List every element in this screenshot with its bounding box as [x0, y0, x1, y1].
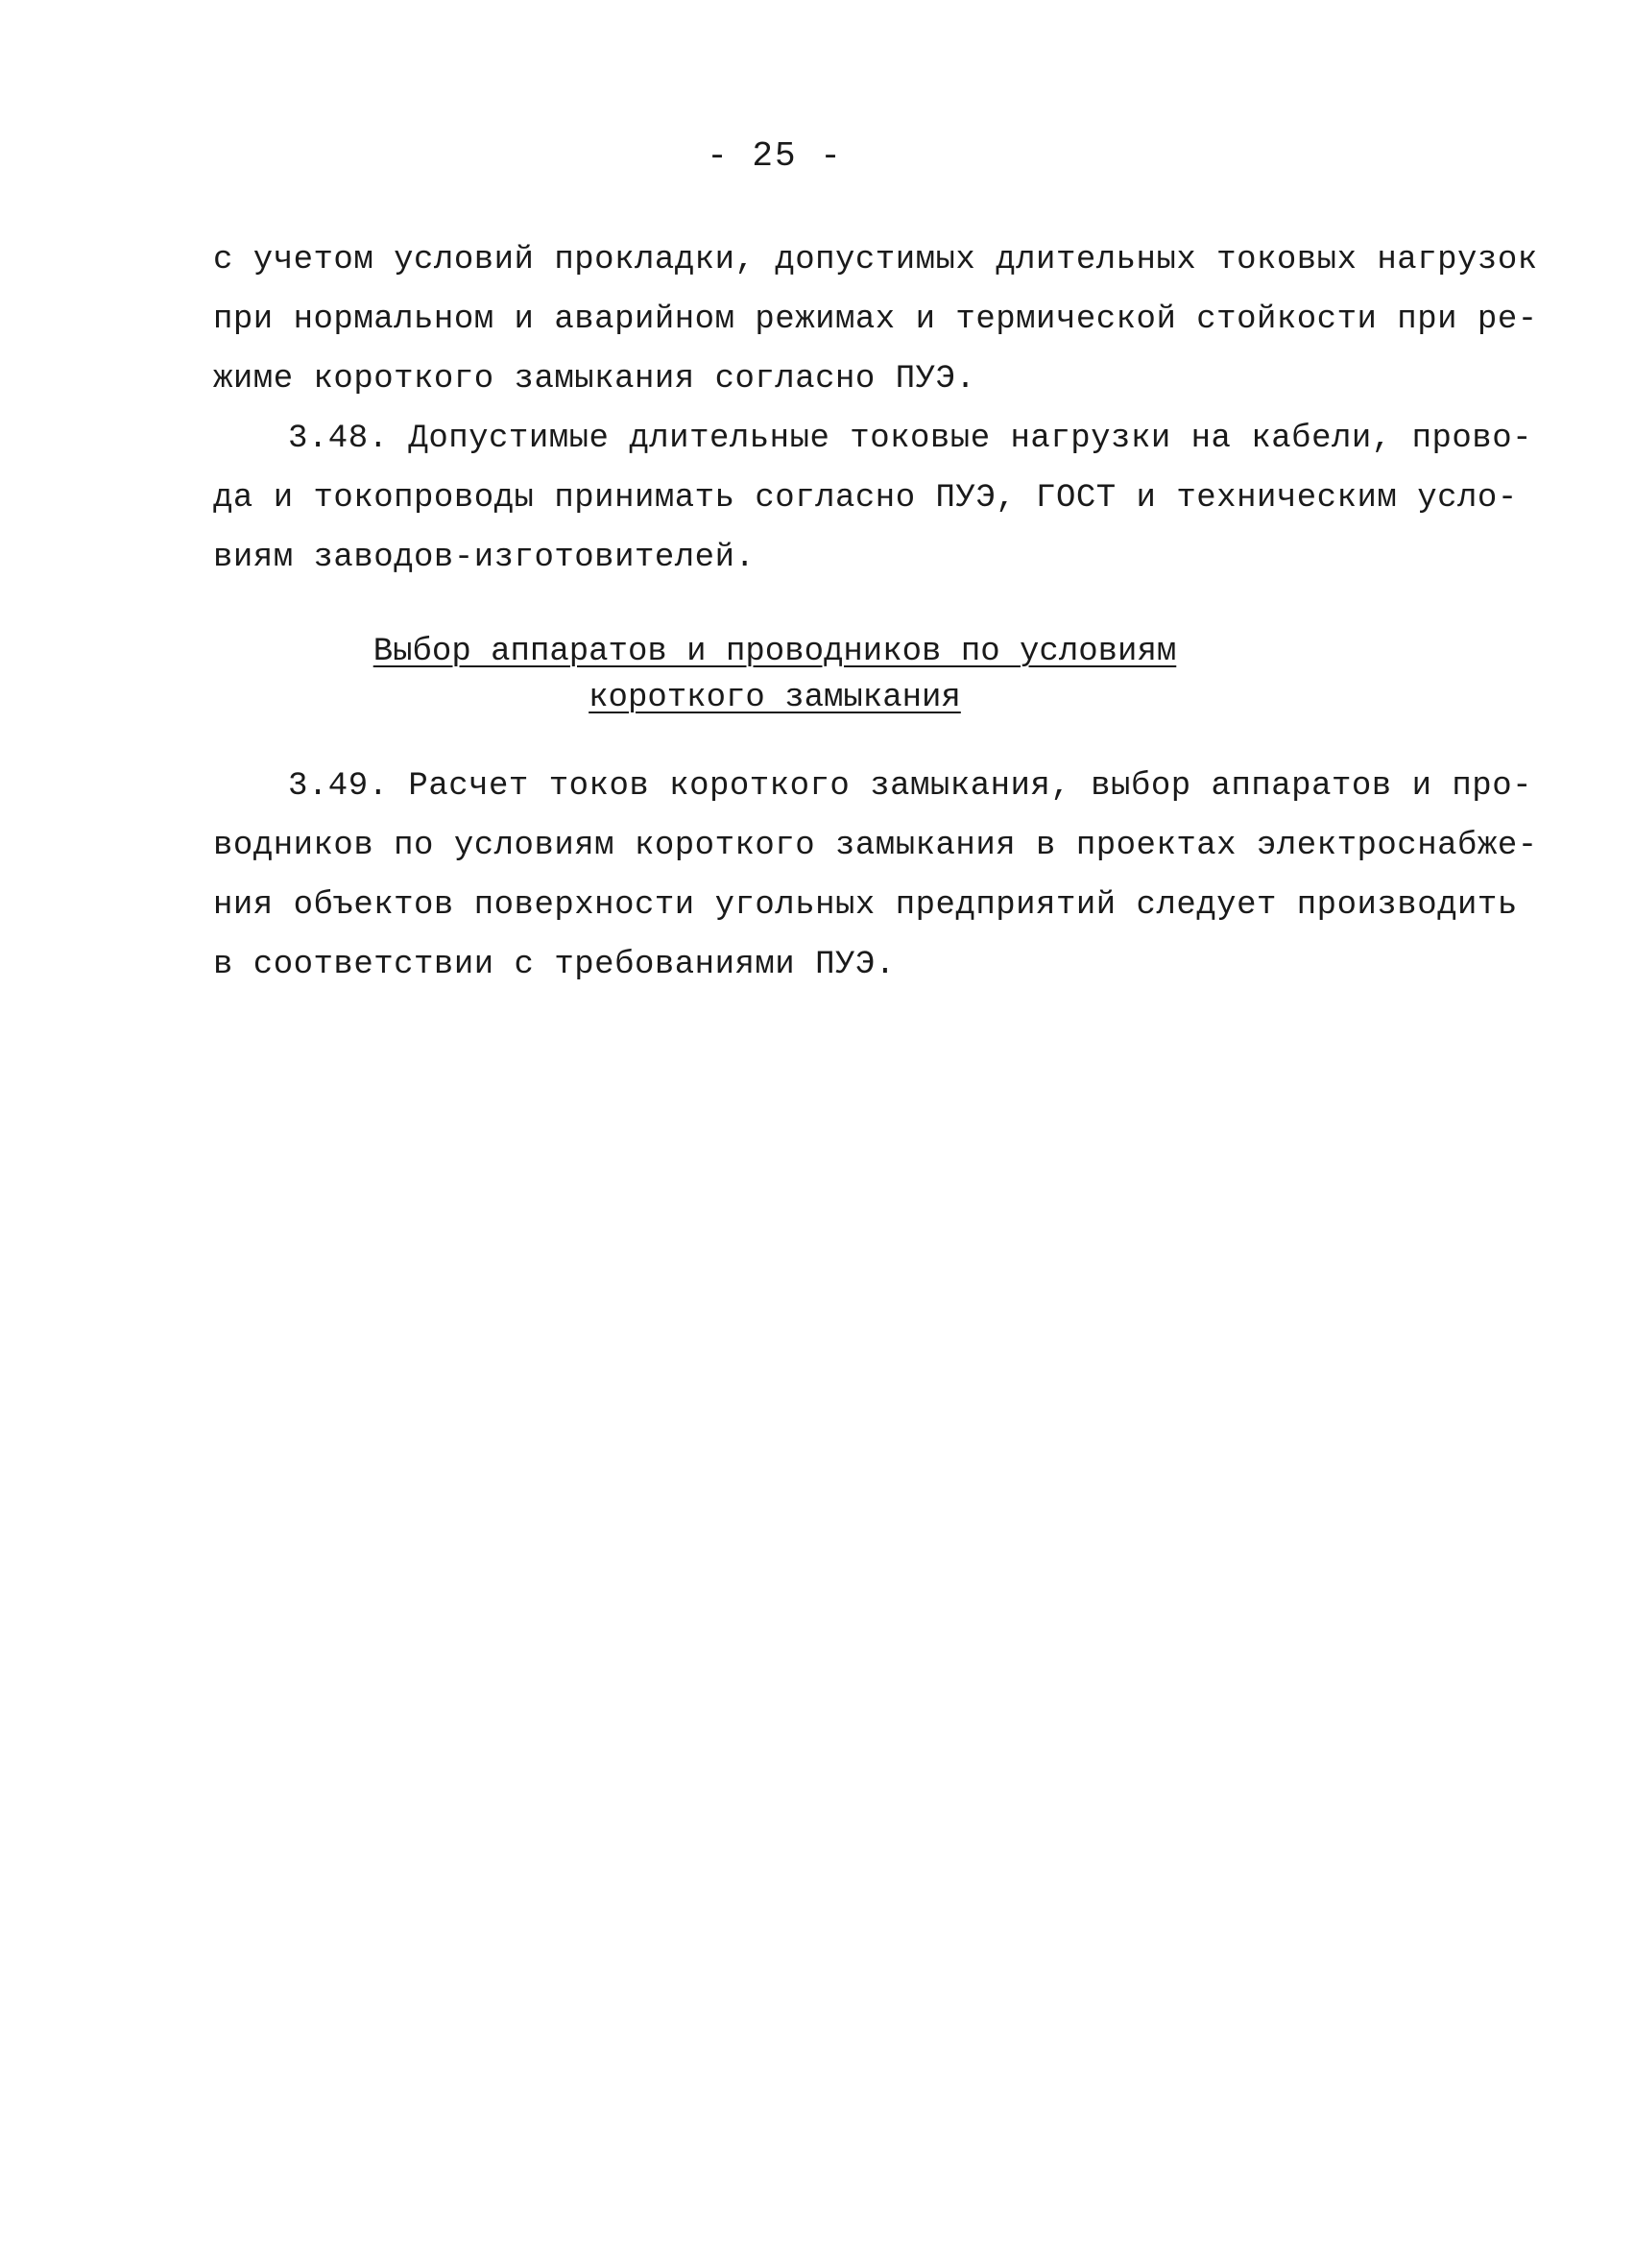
page-number: - 25 - [707, 136, 843, 176]
paragraph-1-line-3: жиме короткого замыкания согласно ПУЭ. [213, 361, 976, 398]
paragraph-3-line-4: в соответствии с требованиями ПУЭ. [213, 947, 896, 983]
paragraph-2-line-2: да и токопроводы принимать согласно ПУЭ, ГОСТ и техническим усло- [213, 480, 1518, 517]
paragraph-3-line-3: ния объектов поверхности угольных предприятий следует производить [213, 887, 1518, 924]
paragraph-2-line-1: 3.48. Допустимые длительные токовые нагрузки на кабели, прово- [288, 421, 1533, 457]
paragraph-1-line-2: при нормальном и аварийном режимах и термической стойкости при ре- [213, 302, 1538, 338]
paragraph-2-line-3: виям заводов-изготовителей. [213, 540, 756, 576]
section-heading-line-1: Выбор аппаратов и проводников по условиям [372, 634, 1177, 670]
section-heading-line-2: короткого замыкания [589, 680, 961, 716]
paragraph-3-line-1: 3.49. Расчет токов короткого замыкания, выбор аппаратов и про- [288, 768, 1533, 805]
paragraph-3-line-2: водников по условиям короткого замыкания в проектах электроснабже- [213, 828, 1538, 864]
paragraph-1-line-1: с учетом условий прокладки, допустимых длительных токовых нагрузок [213, 242, 1538, 278]
